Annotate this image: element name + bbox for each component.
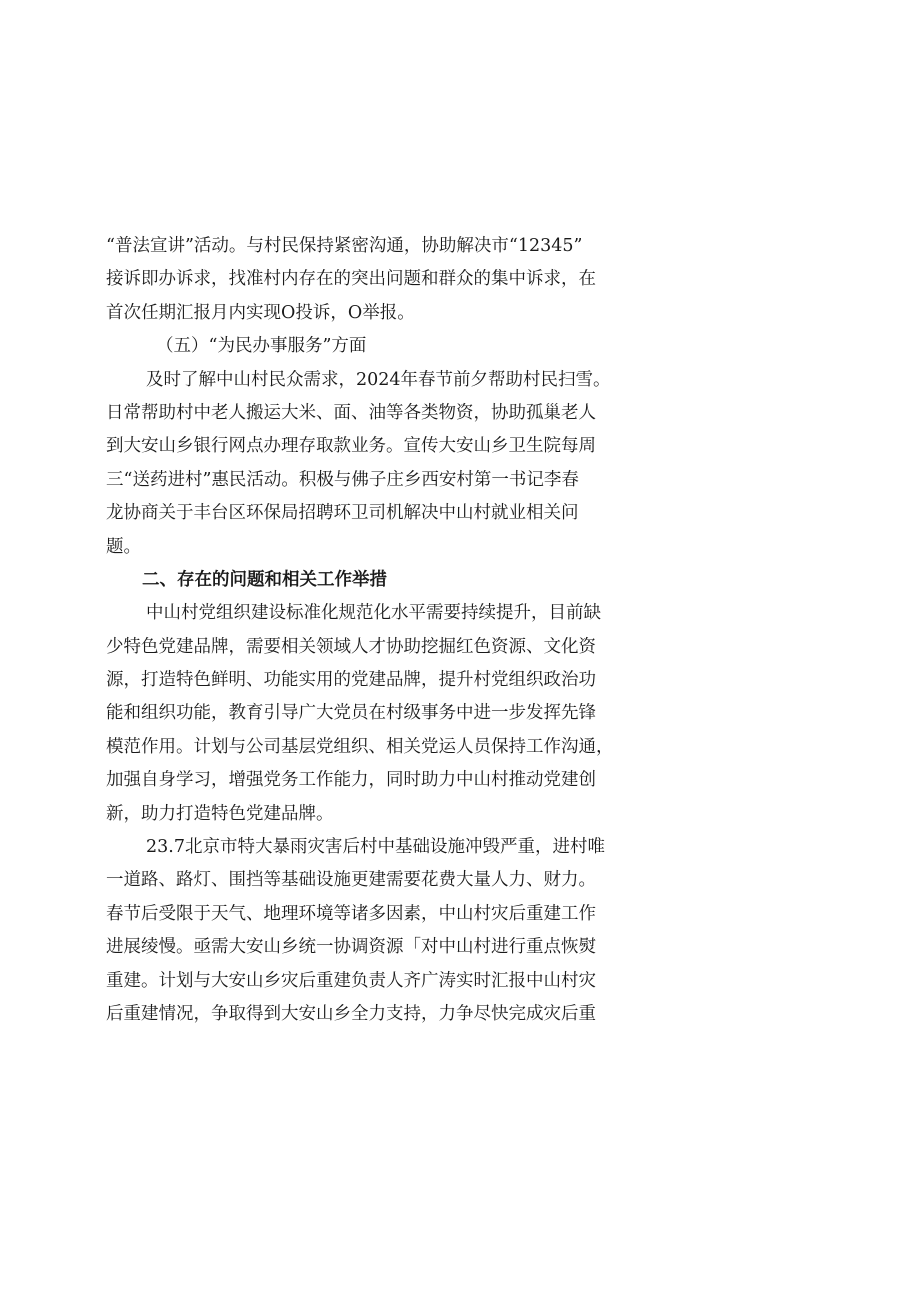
subheading-section-5 xyxy=(106,330,622,363)
text-line: 及时了解中山村民众需求，2024年春节前夕帮助村民扫雪。 xyxy=(146,369,611,390)
text-line: 到大安山乡银行网点办理存取款业务。宣传大安山乡卫生院每周 xyxy=(106,436,596,457)
subheading-text: （五）“为民办事服务”方面 xyxy=(156,336,367,357)
text-line: 能和组织功能，教育引导广大党员在村级事务中进一步发挥先锋 xyxy=(106,703,596,724)
paragraph-problem-1 xyxy=(106,597,622,831)
text-line: 一道路、路灯、围挡等基础设施更建需要花费大量人力、财力。 xyxy=(106,870,596,891)
text-line: 接诉即办诉求，找准村内存在的突出问题和群众的集中诉求，在 xyxy=(106,269,596,290)
paragraph-service xyxy=(106,364,622,564)
text-line: 龙协商关于丰台区环保局招聘环卫司机解决中山村就业相关问 xyxy=(106,503,579,524)
section-heading-text: 二、存在的问题和相关工作举措 xyxy=(142,569,387,590)
text-line: 模范作用。计划与公司基层党组织、相关党运人员保持工作沟通， xyxy=(106,736,614,757)
text-line: 源，打造特色鲜明、功能实用的党建品牌，提升村党组织政治功 xyxy=(106,670,596,691)
text-line: 加强自身学习，增强党务工作能力，同时助力中山村推动党建创 xyxy=(106,770,596,791)
paragraph-problem-2 xyxy=(106,831,622,1031)
text-line: 首次任期汇报月内实现O投诉，O举报。 xyxy=(106,302,415,323)
text-line: 后重建情况，争取得到大安山乡全力支持，力争尽快完成灾后重 xyxy=(106,1003,596,1024)
text-line: 少特色党建品牌，需要相关领域人才协助挖掘红色资源、文化资 xyxy=(106,636,596,657)
document-body xyxy=(106,230,622,1031)
section-2-heading xyxy=(106,564,622,597)
text-line: 中山村党组织建设标准化规范化水平需要持续提升，目前缺 xyxy=(146,603,601,624)
text-line: 三“送药进村”惠民活动。积极与佛子庄乡西安村第一书记李春 xyxy=(106,469,579,490)
text-line: 新，助力打造特色党建品牌。 xyxy=(106,803,334,824)
text-line: 23.7北京市特大暴雨灾害后村中基础设施冲毁严重，进村唯 xyxy=(146,837,605,858)
text-line: 重建。计划与大安山乡灾后重建负责人齐广涛实时汇报中山村灾 xyxy=(106,970,596,991)
text-line: 题。 xyxy=(106,536,141,557)
text-line: 进展绫慢。亟需大安山乡统一协调资源「对中山村进行重点恢熨 xyxy=(106,937,596,958)
text-line: 春节后受限于天气、地理环境等诸多因素，中山村灾后重建工作 xyxy=(106,903,596,924)
text-line: “普法宣讲”活动。与村民保持紧密沟通，协助解决市“12345” xyxy=(106,236,583,256)
paragraph-continued xyxy=(106,230,622,330)
text-line: 日常帮助村中老人搬运大米、面、油等各类物资，协助孤巢老人 xyxy=(106,402,596,423)
